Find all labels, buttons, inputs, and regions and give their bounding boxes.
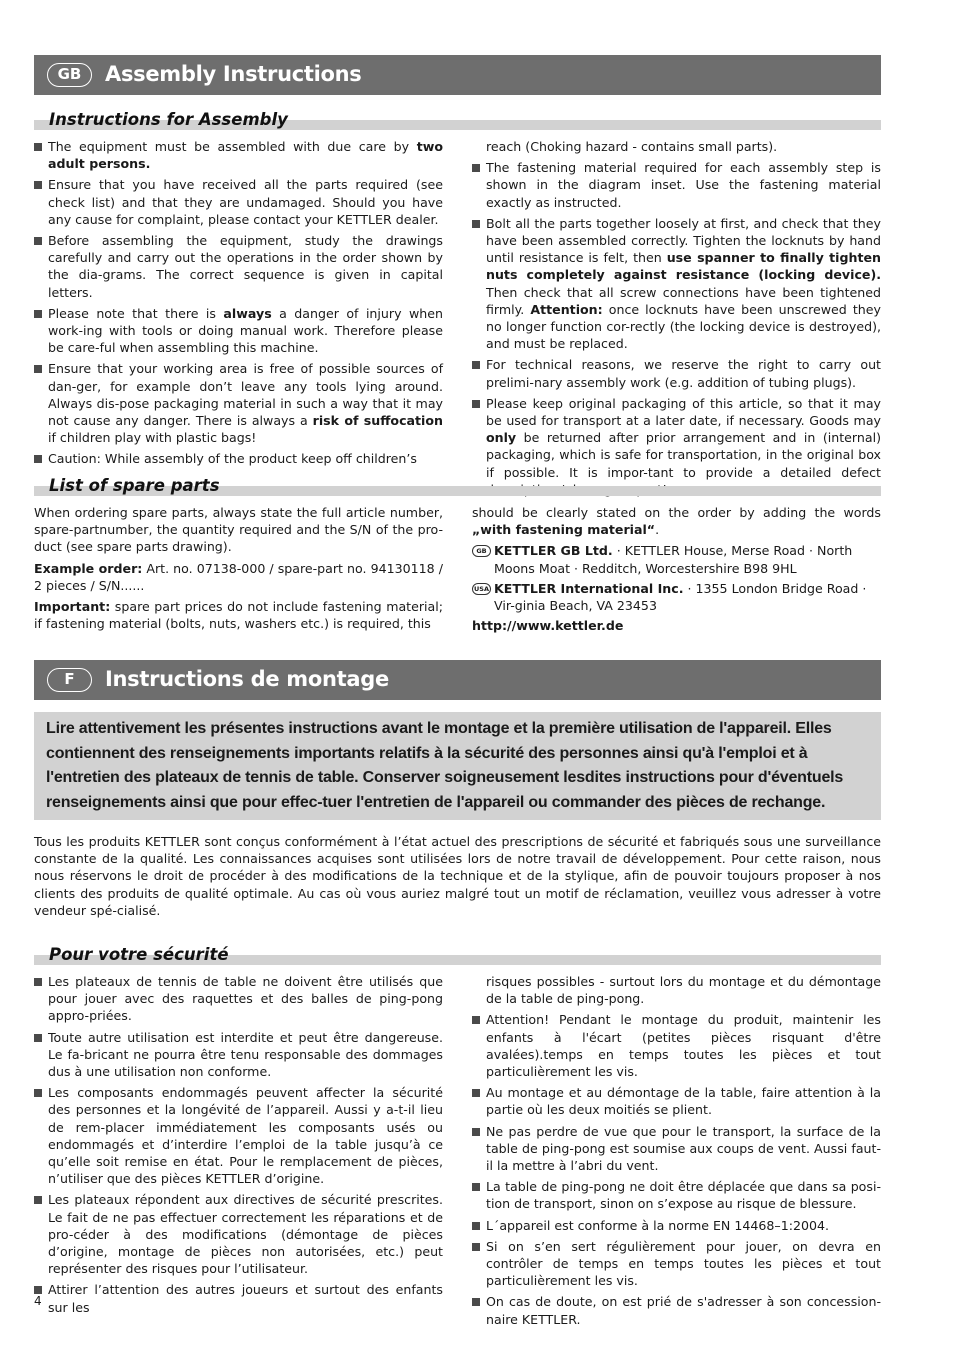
fr-safety-list-left	[34, 973, 443, 1316]
list-item	[472, 356, 881, 390]
item-text: once locknuts have been unscrewed they no longer function cor-rectly (the locking device is destroyed), and must be replaced.	[486, 301, 881, 352]
language-code-badge: GB	[47, 63, 92, 87]
list-item	[34, 360, 443, 446]
item-text: a danger of injury when work-ing with tools or doing manual work. Therefore please be care-ful when assembling this machine.	[48, 305, 443, 356]
item-text: Please keep original packaging of this article, so that it may be used for transport at a later date, if necessary. Goods may	[486, 395, 881, 429]
list-item: Si on s’en sert régulièrement pour jouer, on devra en contrôler de temps en temps toutes les pièces et tout particulièrement les vis.	[472, 1238, 881, 1290]
item-text: Ensure that you have received all the parts required (see check list) and that they are undamaged. Should you have any cause for complaint, please contact your KETTLER dealer.	[48, 177, 443, 227]
item-text: Caution: While assembly of the product keep off children’s	[48, 451, 417, 467]
list-item	[472, 215, 881, 353]
country-badge-icon: GB	[472, 545, 491, 557]
list-item	[34, 232, 443, 301]
item-text: be returned after prior arrangement and in (internal) packaging, which is safe for transportation, in the original box if possible. It is impor-tant to provide a detailed defect	[486, 430, 881, 480]
country-badge-icon: USA	[474, 584, 489, 593]
spare-parts-paragraph: When ordering spare parts, always state the full article number, spare-partnumber, the quantity required and the S/N of the pro-duct (see spare parts drawing).	[34, 505, 443, 555]
fastening-note-text: should be clearly stated on the order by adding the words	[472, 505, 881, 520]
spare-parts-right-column	[472, 504, 881, 638]
emphasis-text: two adult persons.	[48, 139, 443, 172]
important-label: Important:	[34, 599, 111, 615]
gb-assembly-left-column	[34, 138, 443, 472]
contact-usa	[472, 580, 881, 614]
list-item: Les plateaux répondent aux directives de sécurité prescrites. Le fait de ne pas effectuer correctement les réparations et de pro-céder à des modifications (démontage de pièces d’origine, montage de pièces non autorisées, etc.) peut représenter des risques pour l’utilisateur.	[34, 1191, 443, 1277]
example-label: Example order:	[34, 560, 143, 576]
list-item: reach (Choking hazard - contains small parts).	[486, 139, 778, 154]
fr-intro-paragraph: Tous les produits KETTLER sont conçus conformément à l’état actuel des prescriptions de sécurité et fabriqués sous une surveillance constante de la qualité. Les connaissances acquises sont utilisées lors de notre travail de développement. Pour cette raison, nous nous réservons le droit de procéder à des modifications de la technique et de la stylique, afin de pouvoir toujours proposer à nos clients des produits de qualité optimale. Au cas où vous auriez malgré tout un motif de réclamation, veuillez vous adresser à votre vendeur spé-cialisé.	[34, 834, 881, 918]
safety-heading-label: Pour votre sécurité	[49, 945, 229, 964]
item-text: if children play with plastic bags!	[48, 430, 257, 446]
item-text: The equipment must be assembled with due care by	[48, 139, 417, 154]
fr-banner	[34, 660, 881, 700]
emphasis-text: risk of suffocation	[312, 413, 443, 429]
item-text: Ensure that your working area is free of possible sources of dan-ger, for example don’t leave any tools lying around. Always dis-pose packaging material in such a way that it may not cause any danger. There is always a	[48, 361, 443, 429]
list-item: Attention! Pendant le montage du produit, maintenir les enfants à l'écart (petites pièces risquant d'être avalées).temps en temps toutes les pièces et tout particulièrement les vis.	[472, 1011, 881, 1080]
language-code-badge: F	[47, 668, 92, 692]
contact-name: KETTLER International Inc.	[494, 580, 684, 596]
example-text: Art. no. 07138-000 / spare-part no. 94130118 / 2 pieces / S/N......	[34, 560, 443, 593]
list-item: On cas de doute, on est prié de s'adresser à son concession-naire KETTLER.	[472, 1293, 881, 1327]
important-note	[34, 598, 443, 632]
fastening-note-end: .	[655, 522, 660, 538]
fr-safety-list-right	[472, 973, 881, 1328]
emphasis-text: use spanner to finally tighten nuts completely against resistance (locking device).	[486, 250, 881, 283]
fr-safety-right-column	[472, 973, 881, 1332]
example-order	[34, 560, 443, 594]
website-link[interactable]: http://www.kettler.de	[472, 618, 624, 634]
fr-notice-box: Lire attentivement les présentes instructions avant le montage et la première utilisation de l'appareil. Elles contiennent des renseignements importants relatifs à la sécurité des personnes ainsi qu'à l'emploi et à l'entretien des plateaux de tennis de table. Conserver soigneusement lesdites instructions pour d'éventuels renseignements ainsi que pour effec-tuer l'entretien de l'appareil ou commander des pièces de rechange.	[34, 712, 881, 820]
gb-banner	[34, 55, 881, 95]
list-item	[34, 138, 443, 172]
gb-assembly-list-left	[34, 138, 443, 468]
list-item	[34, 176, 443, 228]
assembly-heading	[34, 107, 881, 131]
emphasis-text: always	[223, 305, 272, 321]
item-text: Then check that all screw connections have been tightened firmly.	[486, 284, 881, 317]
list-item: Les composants endommagés peuvent affecter la sécurité des personnes et la longévité de l’appareil. Aussi y a-t-il lieu de rem-placer immédiatement les composants usés ou endommagés et d’interdire l’emploi de la table jusqu’à ce qu’elle soit remise en état. Pour le remplacement de pièces, n’utiliser que des pièces KETTLER d’origine.	[34, 1084, 443, 1187]
contact-address: · 1355 London Bridge Road · Vir-ginia Beach, VA 23453	[494, 580, 867, 614]
safety-heading	[34, 942, 881, 966]
emphasis-text: Attention:	[530, 301, 603, 317]
list-item	[34, 450, 443, 467]
item-text: Before assembling the equipment, study the drawings carefully and carry out the operations in the order shown by the dia-grams. The correct sequence is given in capital letters.	[48, 233, 443, 300]
spare-parts-heading-label: List of spare parts	[49, 476, 220, 495]
list-item: Attirer l’attention des autres joueurs et surtout des enfants sur les	[34, 1281, 443, 1315]
contact-address: · KETTLER House, Merse Road · North Moons Moat · Redditch, Worcestershire B98 9HL	[494, 543, 853, 576]
list-item: Toute autre utilisation est interdite et peut être dangereuse. Le fa-bricant ne pourra être tenu responsable des dommages dus à une utilisation non conforme.	[34, 1029, 443, 1081]
list-item: L´appareil est conforme à la norme EN 14468–1:2004.	[472, 1217, 881, 1234]
list-item	[472, 159, 881, 211]
item-text: Bolt all the parts together loosely at first, and check that they have been assembled correctly. Tighten the locknuts by hand until resistance is felt, then	[486, 215, 881, 266]
list-item: Ne pas perdre de vue que pour le transport, la surface de la table de ping-pong est soumise aux coups de vent. Aussi faut-il la mettre à l’abri du vent.	[472, 1123, 881, 1175]
page-number: 4	[34, 1294, 42, 1308]
gb-assembly-list-right	[472, 138, 881, 498]
list-item: Au montage et au démontage de la table, faire attention à la partie où les deux moitiés se plient.	[472, 1084, 881, 1118]
spare-parts-left-column	[34, 504, 443, 636]
list-item	[34, 305, 443, 357]
fastening-note-bold: „with fastening material“	[472, 522, 656, 538]
emphasis-text: only	[486, 430, 517, 446]
section-title: Instructions de montage	[105, 667, 389, 692]
spare-parts-heading	[34, 473, 881, 497]
item-text: The fastening material required for each assembly step is shown in the diagram inset. Use the fastening material exactly as instructed.	[486, 160, 881, 210]
assembly-heading-label: Instructions for Assembly	[49, 110, 288, 129]
item-text: Please note that there is	[48, 305, 224, 321]
item-text: For technical reasons, we reserve the right to carry out prelimi-nary assembly work (e.g. addition of tubing plugs).	[486, 357, 881, 390]
contact-name: KETTLER GB Ltd.	[494, 543, 613, 559]
contact-gb	[472, 542, 881, 576]
important-text: spare part prices do not include fastening material; if fastening material (bolts, nuts, washers etc.) is required, this	[34, 599, 443, 632]
list-item: risques possibles - surtout lors du montage et du démontage de la table de ping-pong.	[486, 974, 881, 1007]
fastening-note	[472, 504, 881, 538]
fr-safety-left-column	[34, 973, 443, 1320]
section-title: Assembly Instructions	[105, 62, 362, 87]
list-item: Les plateaux de tennis de table ne doivent être utilisés que pour jouer avec des raquettes et des balles de ping-pong appro-priées.	[34, 973, 443, 1025]
list-item: La table de ping-pong ne doit être déplacée que dans sa posi-tion de transport, sinon on s’expose au risque de blessure.	[472, 1178, 881, 1212]
gb-assembly-right-column	[472, 138, 881, 502]
